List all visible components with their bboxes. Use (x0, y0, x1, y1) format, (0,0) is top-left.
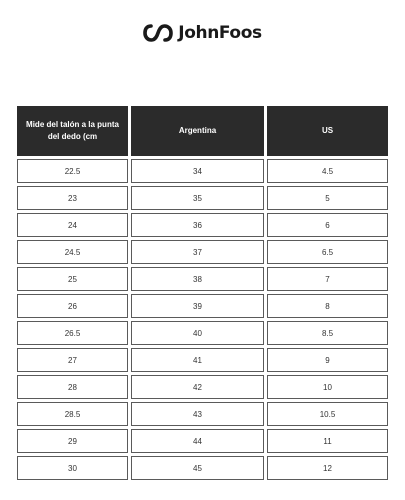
cell-us: 8 (267, 294, 388, 318)
cell-foot-length: 28.5 (17, 402, 128, 426)
cell-us: 12 (267, 456, 388, 480)
cell-foot-length: 26.5 (17, 321, 128, 345)
cell-foot-length: 30 (17, 456, 128, 480)
cell-argentina: 39 (131, 294, 264, 318)
cell-us: 8.5 (267, 321, 388, 345)
cell-us: 6 (267, 213, 388, 237)
cell-argentina: 42 (131, 375, 264, 399)
infinity-loop-icon (143, 22, 173, 44)
cell-foot-length: 27 (17, 348, 128, 372)
cell-us: 11 (267, 429, 388, 453)
table-body (17, 159, 388, 480)
header-foot-length: Mide del talón a la punta del dedo (cm (17, 106, 128, 156)
cell-argentina: 40 (131, 321, 264, 345)
cell-foot-length: 24.5 (17, 240, 128, 264)
header-argentina: Argentina (131, 106, 264, 156)
cell-us: 6.5 (267, 240, 388, 264)
cell-argentina: 36 (131, 213, 264, 237)
cell-argentina: 38 (131, 267, 264, 291)
cell-foot-length: 22.5 (17, 159, 128, 183)
table-row (17, 267, 388, 291)
table-row (17, 321, 388, 345)
size-chart-table (17, 106, 388, 483)
table-row (17, 159, 388, 183)
table-row (17, 456, 388, 480)
brand-logo (0, 20, 405, 46)
cell-us: 5 (267, 186, 388, 210)
table-row (17, 186, 388, 210)
table-row (17, 429, 388, 453)
table-row (17, 240, 388, 264)
cell-foot-length: 23 (17, 186, 128, 210)
table-row (17, 294, 388, 318)
cell-argentina: 37 (131, 240, 264, 264)
cell-foot-length: 26 (17, 294, 128, 318)
cell-us: 9 (267, 348, 388, 372)
table-row (17, 348, 388, 372)
table-header-row (17, 106, 388, 156)
cell-foot-length: 29 (17, 429, 128, 453)
header-us: US (267, 106, 388, 156)
cell-foot-length: 24 (17, 213, 128, 237)
brand-name: JohnFoos (178, 23, 262, 43)
cell-us: 10 (267, 375, 388, 399)
cell-foot-length: 28 (17, 375, 128, 399)
cell-us: 7 (267, 267, 388, 291)
table-row (17, 213, 388, 237)
cell-argentina: 45 (131, 456, 264, 480)
cell-foot-length: 25 (17, 267, 128, 291)
cell-argentina: 34 (131, 159, 264, 183)
cell-us: 10.5 (267, 402, 388, 426)
cell-argentina: 44 (131, 429, 264, 453)
cell-us: 4.5 (267, 159, 388, 183)
table-row (17, 375, 388, 399)
table-row (17, 402, 388, 426)
cell-argentina: 43 (131, 402, 264, 426)
cell-argentina: 41 (131, 348, 264, 372)
cell-argentina: 35 (131, 186, 264, 210)
